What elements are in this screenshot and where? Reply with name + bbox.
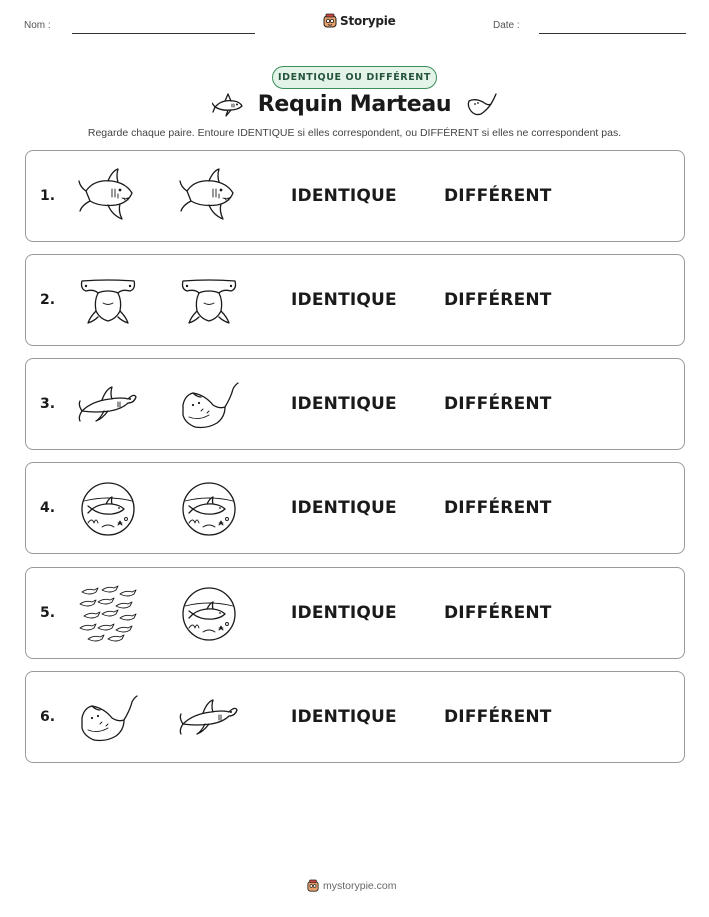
shark-circle-scene-icon — [78, 479, 138, 539]
page-title: Requin Marteau — [257, 92, 452, 117]
question-row-3 — [25, 358, 685, 450]
hammerhead-swimming-icon — [78, 375, 138, 435]
identique-option[interactable]: IDENTIQUE — [291, 498, 397, 518]
hammerhead-swimming-icon — [179, 688, 239, 748]
storypie-mascot-icon — [323, 13, 337, 29]
identique-option[interactable]: IDENTIQUE — [291, 186, 397, 206]
date-label: Date : — [493, 20, 520, 31]
stingray-title-icon — [465, 92, 497, 120]
row-number: 6. — [40, 709, 56, 725]
row-number: 2. — [40, 292, 56, 308]
row-number: 1. — [40, 188, 56, 204]
name-label: Nom : — [24, 20, 51, 31]
stingray-icon — [78, 688, 138, 748]
different-option[interactable]: DIFFÉRENT — [444, 603, 552, 623]
shark-circle-scene-icon — [179, 479, 239, 539]
hammerhead-head-icon — [78, 271, 138, 331]
row-number: 5. — [40, 605, 56, 621]
brand-name: Storypie — [340, 14, 396, 28]
instructions: Regarde chaque paire. Entoure IDENTIQUE si elles correspondent, ou DIFFÉRENT si elles ne correspondent pas. — [87, 127, 622, 139]
worksheet-type-badge — [272, 66, 437, 89]
hammerhead-head-icon — [179, 271, 239, 331]
footer — [307, 879, 397, 893]
storypie-mascot-icon — [307, 879, 319, 893]
footer-site-link[interactable]: mystorypie.com — [323, 880, 397, 892]
question-row-5 — [25, 567, 685, 659]
identique-option[interactable]: IDENTIQUE — [291, 290, 397, 310]
identique-option[interactable]: IDENTIQUE — [291, 707, 397, 727]
different-option[interactable]: DIFFÉRENT — [444, 186, 552, 206]
identique-option[interactable]: IDENTIQUE — [291, 394, 397, 414]
shark-circle-scene-icon — [179, 584, 239, 644]
shark-face-icon — [78, 167, 138, 227]
different-option[interactable]: DIFFÉRENT — [444, 707, 552, 727]
shark-face-icon — [179, 167, 239, 227]
date-field-line[interactable] — [539, 33, 686, 34]
identique-option[interactable]: IDENTIQUE — [291, 603, 397, 623]
row-number: 4. — [40, 500, 56, 516]
question-row-6 — [25, 671, 685, 763]
question-row-1 — [25, 150, 685, 242]
question-row-4 — [25, 462, 685, 554]
different-option[interactable]: DIFFÉRENT — [444, 498, 552, 518]
brand-logo — [323, 13, 396, 29]
question-row-2 — [25, 254, 685, 346]
badge-label: IDENTIQUE OU DIFFÉRENT — [278, 72, 431, 83]
name-field-line[interactable] — [72, 33, 255, 34]
shark-school-icon — [78, 584, 138, 644]
stingray-icon — [179, 375, 239, 435]
row-number: 3. — [40, 396, 56, 412]
different-option[interactable]: DIFFÉRENT — [444, 394, 552, 414]
different-option[interactable]: DIFFÉRENT — [444, 290, 552, 310]
